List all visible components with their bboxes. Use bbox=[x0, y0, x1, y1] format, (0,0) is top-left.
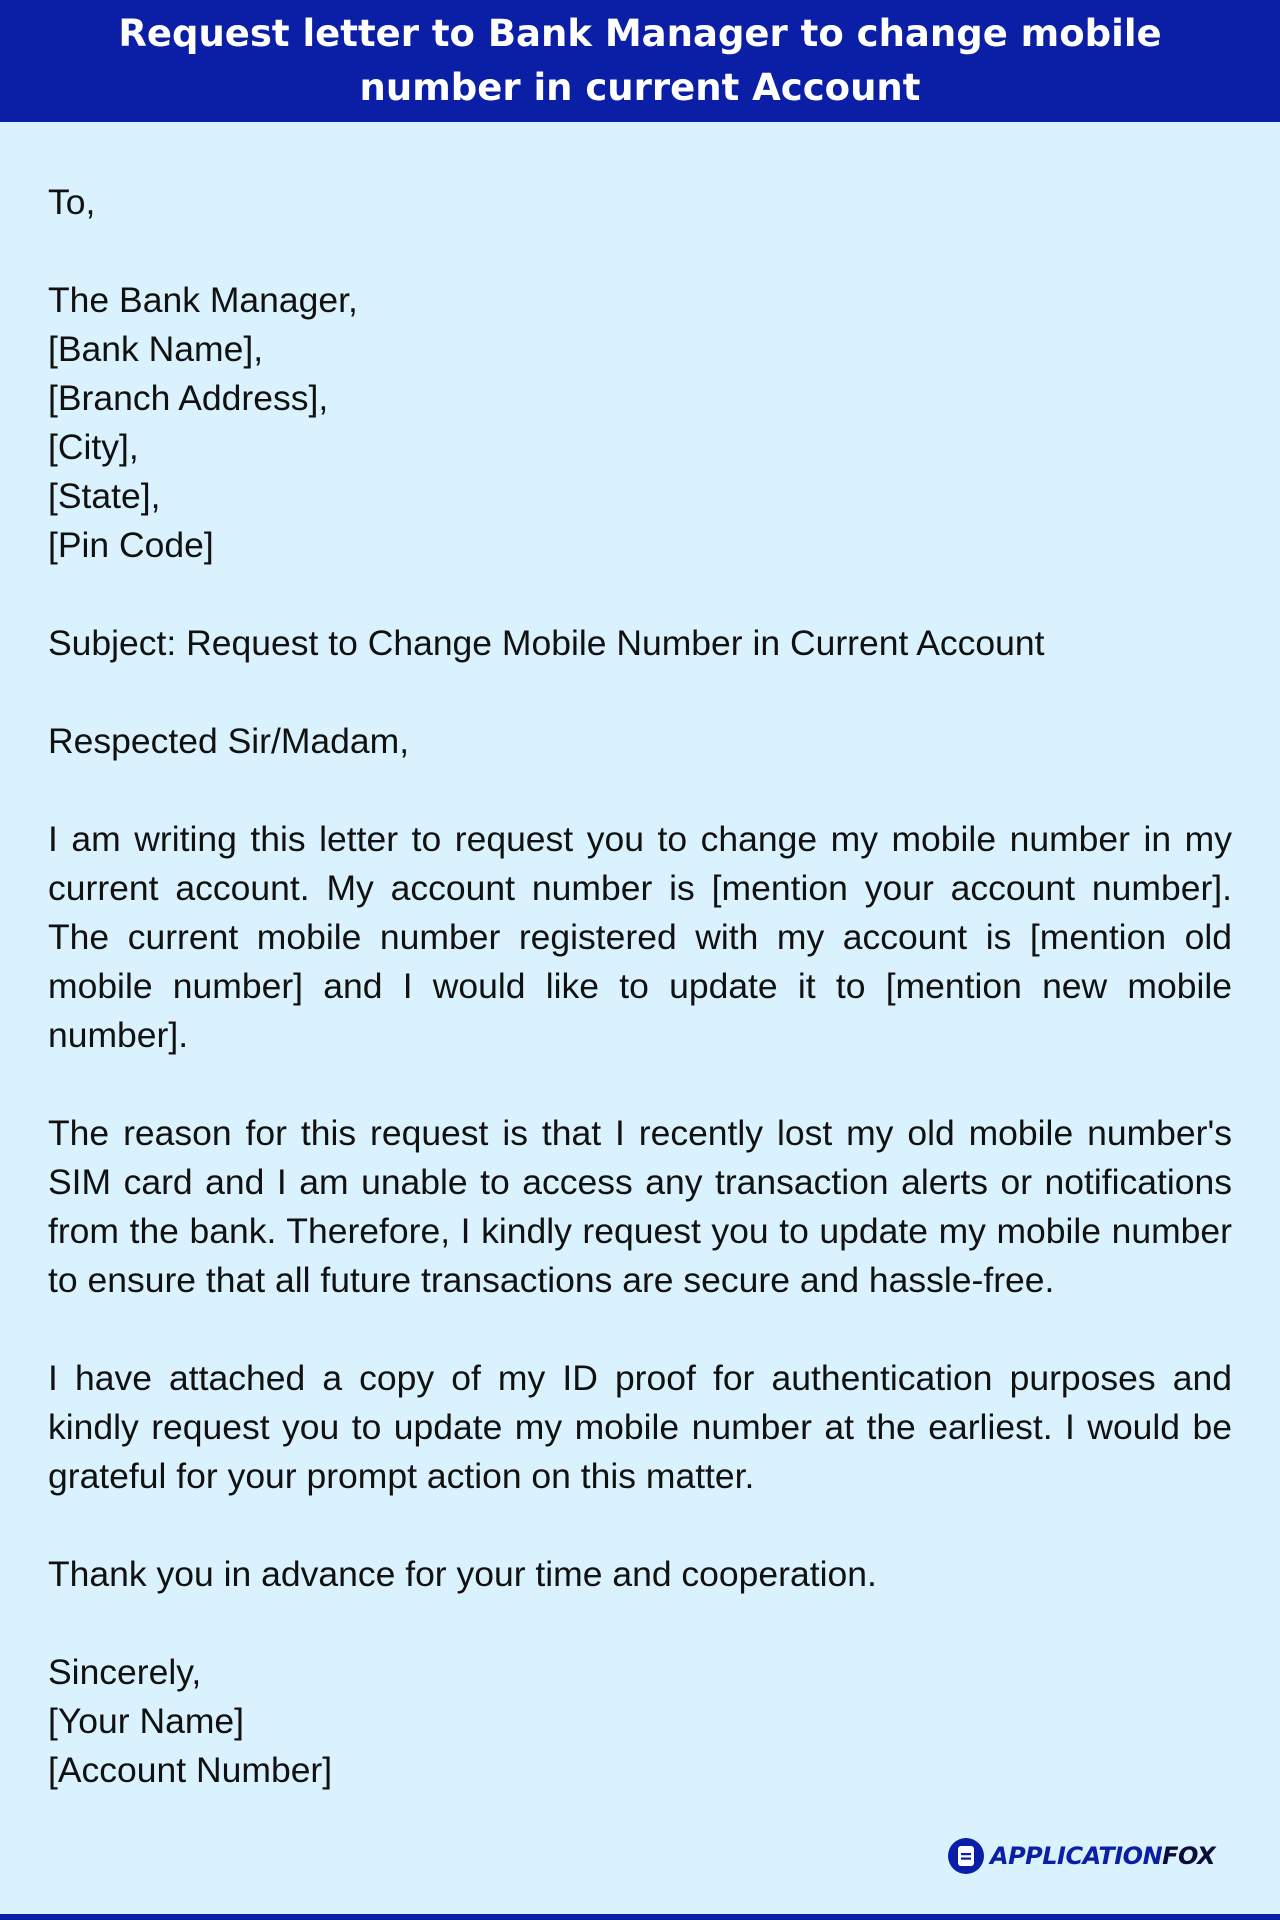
address-line: [State], bbox=[48, 476, 161, 516]
address-line: [Branch Address], bbox=[48, 378, 329, 418]
recipient-address bbox=[48, 276, 1232, 570]
logo-wordmark: APPLICATIONFOX bbox=[990, 1842, 1216, 1870]
letter-to: To, bbox=[48, 182, 96, 222]
body-paragraph: I am writing this letter to request you to change my mobile number in my current account. My account number is [mention your account number]. The current mobile number registered with my account is [mention old mobile number] and I would like to update it to [mention new mobile number]. bbox=[48, 819, 1232, 1055]
letter-signoff bbox=[48, 1648, 1232, 1795]
footer-bar bbox=[0, 1914, 1280, 1920]
letter-greeting: Respected Sir/Madam, bbox=[48, 721, 410, 761]
body-paragraph: The reason for this request is that I recently lost my old mobile number's SIM card and I am unable to access any transaction alerts or notifications from the bank. Therefore, I kindly request you to update my mobile number to ensure that all future transactions are secure and hassle-free. bbox=[48, 1113, 1232, 1300]
document-icon bbox=[948, 1838, 984, 1874]
address-line: [Pin Code] bbox=[48, 525, 214, 565]
signature-name: [Your Name] bbox=[48, 1701, 245, 1741]
body-paragraph: I have attached a copy of my ID proof for authentication purposes and kindly request you to update my mobile number at the earliest. I would be grateful for your prompt action on this matter. bbox=[48, 1358, 1232, 1496]
address-line: [City], bbox=[48, 427, 139, 467]
letter-body bbox=[48, 178, 1232, 1795]
page-title: Request letter to Bank Manager to change mobile number in current Account bbox=[118, 12, 1162, 109]
closing-line: Sincerely, bbox=[48, 1652, 202, 1692]
signature-account: [Account Number] bbox=[48, 1750, 333, 1790]
page-header bbox=[0, 0, 1280, 122]
address-line: The Bank Manager, bbox=[48, 280, 358, 320]
address-line: [Bank Name], bbox=[48, 329, 264, 369]
letter-subject: Subject: Request to Change Mobile Number in Current Account bbox=[48, 623, 1045, 663]
letter-thanks: Thank you in advance for your time and cooperation. bbox=[48, 1554, 877, 1594]
applicationfox-logo bbox=[948, 1836, 1215, 1876]
